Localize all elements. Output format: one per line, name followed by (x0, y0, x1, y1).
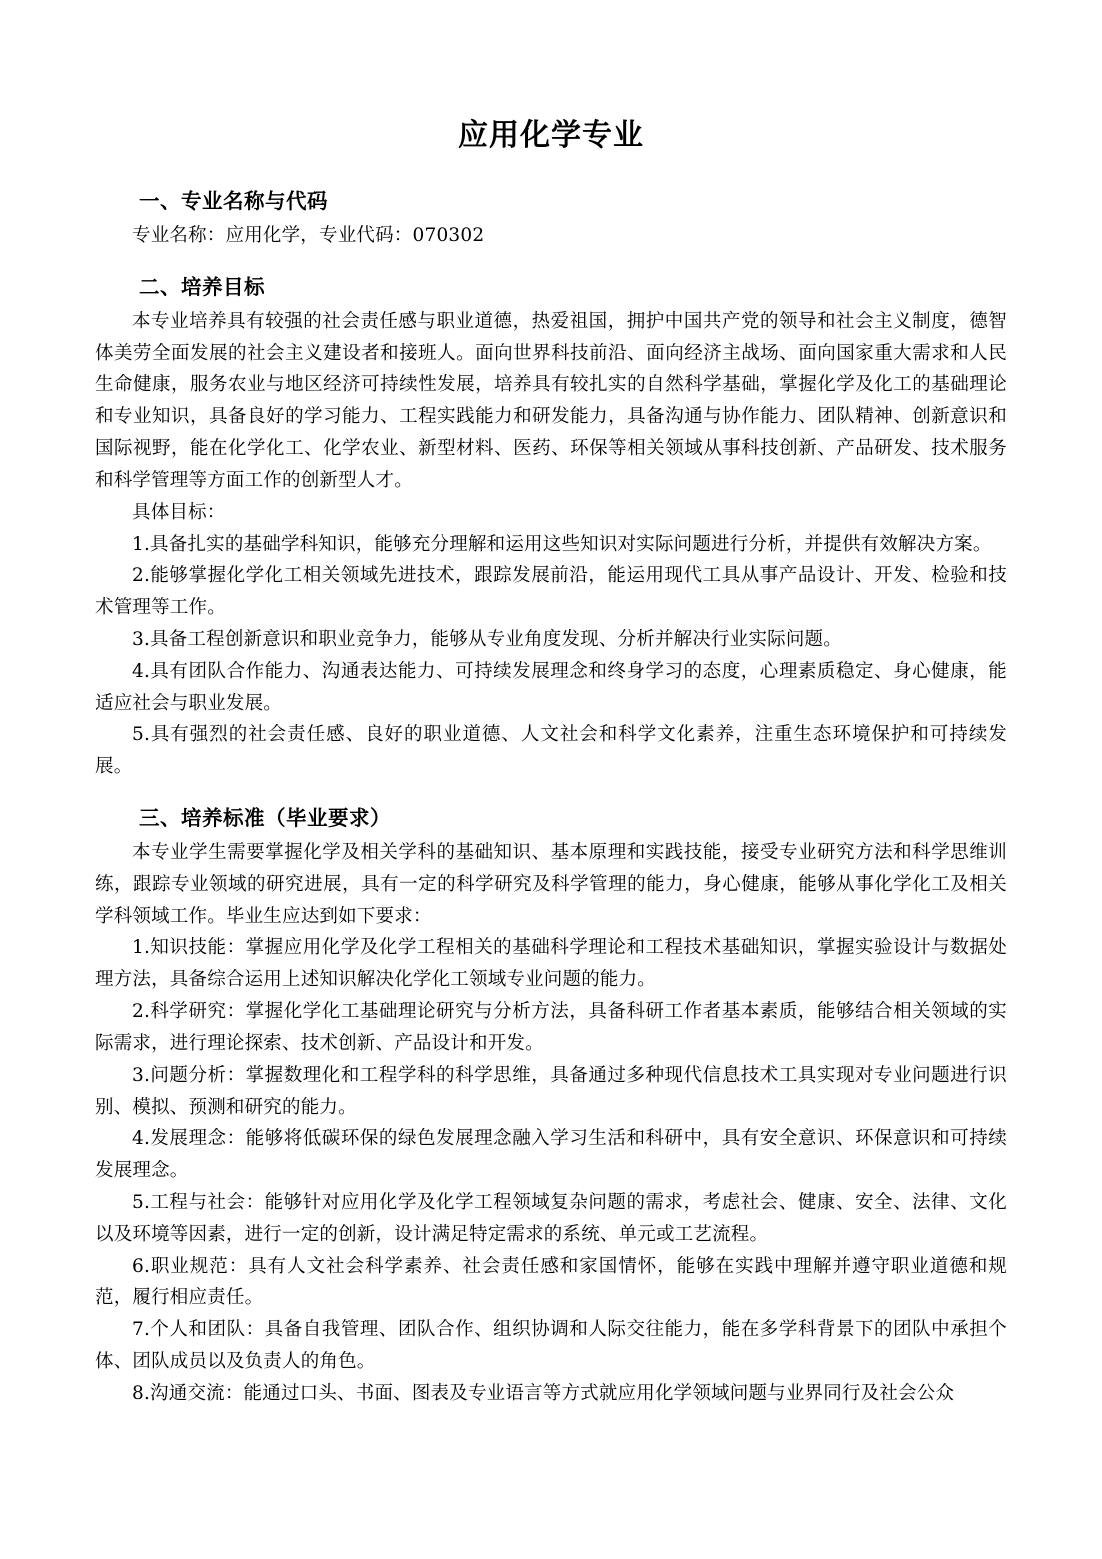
paragraph: 2.能够掌握化学化工相关领域先进技术，跟踪发展前沿，能运用现代工具从事产品设计、开发、检验和技术管理等工作。 (95, 565, 1007, 619)
paragraph: 具体目标： (132, 501, 226, 523)
document-section-3 (95, 801, 1007, 1410)
paragraph: 6.职业规范：具有人文社会科学素养、社会责任感和家国情怀，能够在实践中理解并遵守职业道德和规范，履行相应责任。 (95, 1255, 1007, 1309)
paragraph: 1.具备扎实的基础学科知识，能够充分理解和运用这些知识对实际问题进行分析，并提供有效解决方案。 (132, 533, 992, 555)
paragraph: 2.科学研究：掌握化学化工基础理论研究与分析方法，具备科研工作者基本素质，能够结合相关领域的实际需求，进行理论探索、技术创新、产品设计和开发。 (95, 1001, 1007, 1054)
paragraph: 本专业培养具有较强的社会责任感与职业道德，热爱祖国，拥护中国共产党的领导和社会主义制度，德智体美劳全面发展的社会主义建设者和接班人。面向世界科技前沿、面向经济主战场、面向国家重大需求和人民生命健康，服务农业与地区经济可持续性发展，培养具有较扎实的自然科学基础，掌握化学及化工的基础理论和专业知识，具备良好的学习能力、工程实践能力和研发能力，具备沟通与协作能力、团队精神、创新意识和国际视野，能在化学化工、化学农业、新型材料、医药、环保等相关领域从事科技创新、产品研发、技术服务和科学管理等方面工作的创新型人才。 (95, 310, 1007, 491)
paragraph: 1.知识技能：掌握应用化学及化学工程相关的基础科学理论和工程技术基础知识，掌握实验设计与数据处理方法，具备综合运用上述知识解决化学化工领域专业问题的能力。 (95, 937, 1007, 991)
paragraph: 专业名称：应用化学，专业代码：070302 (132, 225, 485, 246)
document-section-1 (95, 184, 1007, 252)
document-section-2 (95, 270, 1007, 783)
paragraph: 4.具有团队合作能力、沟通表达能力、可持续发展理念和终身学习的态度，心理素质稳定、身心健康，能适应社会与职业发展。 (95, 660, 1007, 714)
paragraph: 4.发展理念：能够将低碳环保的绿色发展理念融入学习生活和科研中，具有安全意识、环保意识和可持续发展理念。 (95, 1128, 1007, 1182)
page-title: 应用化学专业 (458, 118, 644, 153)
paragraph: 3.具备工程创新意识和职业竞争力，能够从专业角度发现、分析并解决行业实际问题。 (132, 628, 842, 650)
section-heading-3: 三、培养标准（毕业要求） (139, 806, 391, 830)
section-heading-2: 二、培养目标 (139, 274, 265, 299)
paragraph: 5.具有强烈的社会责任感、良好的职业道德、人文社会和科学文化素养，注重生态环境保护和可持续发展。 (95, 724, 1007, 778)
paragraph: 7.个人和团队：具备自我管理、团队合作、组织协调和人际交往能力，能在多学科背景下的团队中承担个体、团队成员以及负责人的角色。 (95, 1319, 1007, 1372)
section-heading-1: 一、专业名称与代码 (139, 189, 328, 213)
paragraph: 本专业学生需要掌握化学及相关学科的基础知识、基本原理和实践技能，接受专业研究方法和科学思维训练，跟踪专业领域的研究进展，具有一定的科学研究及科学管理的能力，身心健康，能够从事化学化工及相关学科领域工作。毕业生应达到如下要求： (95, 842, 1007, 927)
paragraph: 8.沟通交流：能通过口头、书面、图表及专业语言等方式就应用化学领域问题与业界同行及社会公众 (132, 1382, 955, 1404)
paragraph: 3.问题分析：掌握数理化和工程学科的科学思维，具备通过多种现代信息技术工具实现对专业问题进行识别、模拟、预测和研究的能力。 (95, 1064, 1007, 1118)
paragraph: 5.工程与社会：能够针对应用化学及化学工程领域复杂问题的需求，考虑社会、健康、安全、法律、文化以及环境等因素，进行一定的创新，设计满足特定需求的系统、单元或工艺流程。 (95, 1191, 1007, 1245)
